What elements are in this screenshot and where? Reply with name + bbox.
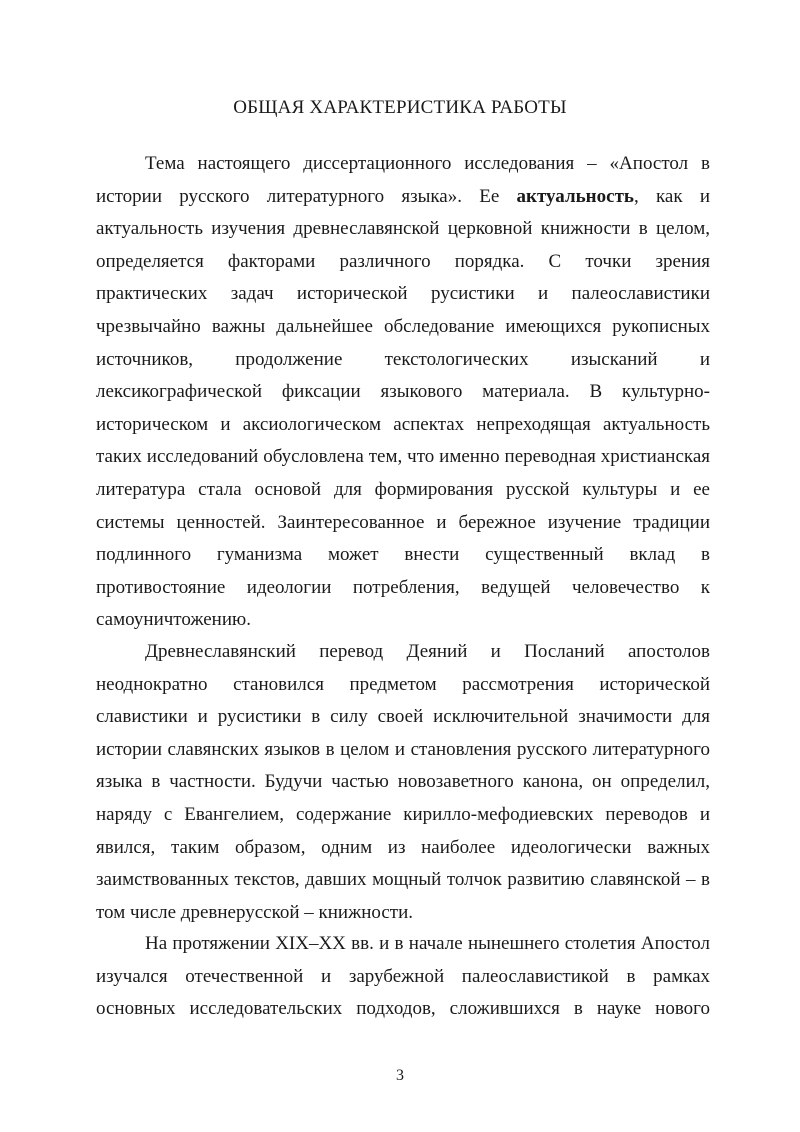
text-line: Древнеславянский перевод Деяний и Посланий апостолов (145, 641, 710, 662)
text-line: определяется факторами различного порядка. С точки зрения (96, 250, 710, 272)
text-run: , как и (633, 185, 710, 207)
paragraph-2 (96, 636, 710, 929)
text-line: чрезвычайно важны дальнейшее обследование имеющихся рукописных (96, 315, 710, 337)
text-line: лексикографической фиксации языкового материала. В культурно- (96, 381, 710, 403)
text-line: противостояние идеологии потребления, ведущей человечество к (96, 576, 710, 598)
paragraph-3 (96, 928, 710, 1026)
paragraph-1 (96, 148, 710, 637)
text-line: самоуничтожению. (96, 609, 251, 631)
bold-term-actuality: актуальность (516, 185, 634, 207)
text-line: Тема настоящего диссертационного исследования – «Апостол в (145, 153, 710, 174)
text-line: таких исследований обусловлена тем, что именно переводная христианская (96, 446, 710, 468)
text-line: На протяжении XIX–XX вв. и в начале нынешнего столетия Апостол (145, 933, 710, 954)
text-line (96, 181, 710, 214)
text-line: источников, продолжение текстологических изысканий и (96, 348, 710, 370)
text-line: истории славянских языков в целом и становления русского литературного (96, 738, 710, 760)
text-line: литература стала основой для формирования русской культуры и ее (96, 478, 710, 500)
text-line: неоднократно становился предметом рассмотрения исторической (96, 673, 710, 695)
text-line: подлинного гуманизма может внести существенный вклад в (96, 544, 710, 566)
document-title: ОБЩАЯ ХАРАКТЕРИСТИКА РАБОТЫ (233, 97, 567, 118)
text-line: основных исследовательских подходов, сложившихся в науке нового (96, 998, 710, 1020)
page-number: 3 (396, 1067, 404, 1084)
text-run: истории русского литературного языка». Ее (96, 185, 517, 207)
text-line: славистики и русистики в силу своей исключительной значимости для (96, 706, 710, 728)
text-line: том числе древнерусской – книжности. (96, 901, 413, 923)
text-line: актуальность изучения древнеславянской церковной книжности в целом, (96, 218, 710, 240)
text-line: системы ценностей. Заинтересованное и бережное изучение традиции (96, 511, 710, 533)
text-line: изучался отечественной и зарубежной палеославистикой в рамках (96, 965, 710, 987)
text-line: наряду с Евангелием, содержание кирилло-мефодиевских переводов и (96, 803, 710, 825)
text-line: историческом и аксиологическом аспектах непреходящая актуальность (96, 413, 710, 435)
text-line: языка в частности. Будучи частью новозаветного канона, он определил, (96, 771, 710, 793)
text-line: практических задач исторической русистики и палеославистики (96, 283, 710, 305)
text-line: явился, таким образом, одним из наиболее идеологически важных (96, 836, 710, 858)
text-line: заимствованных текстов, давших мощный толчок развитию славянской – в (96, 869, 710, 891)
